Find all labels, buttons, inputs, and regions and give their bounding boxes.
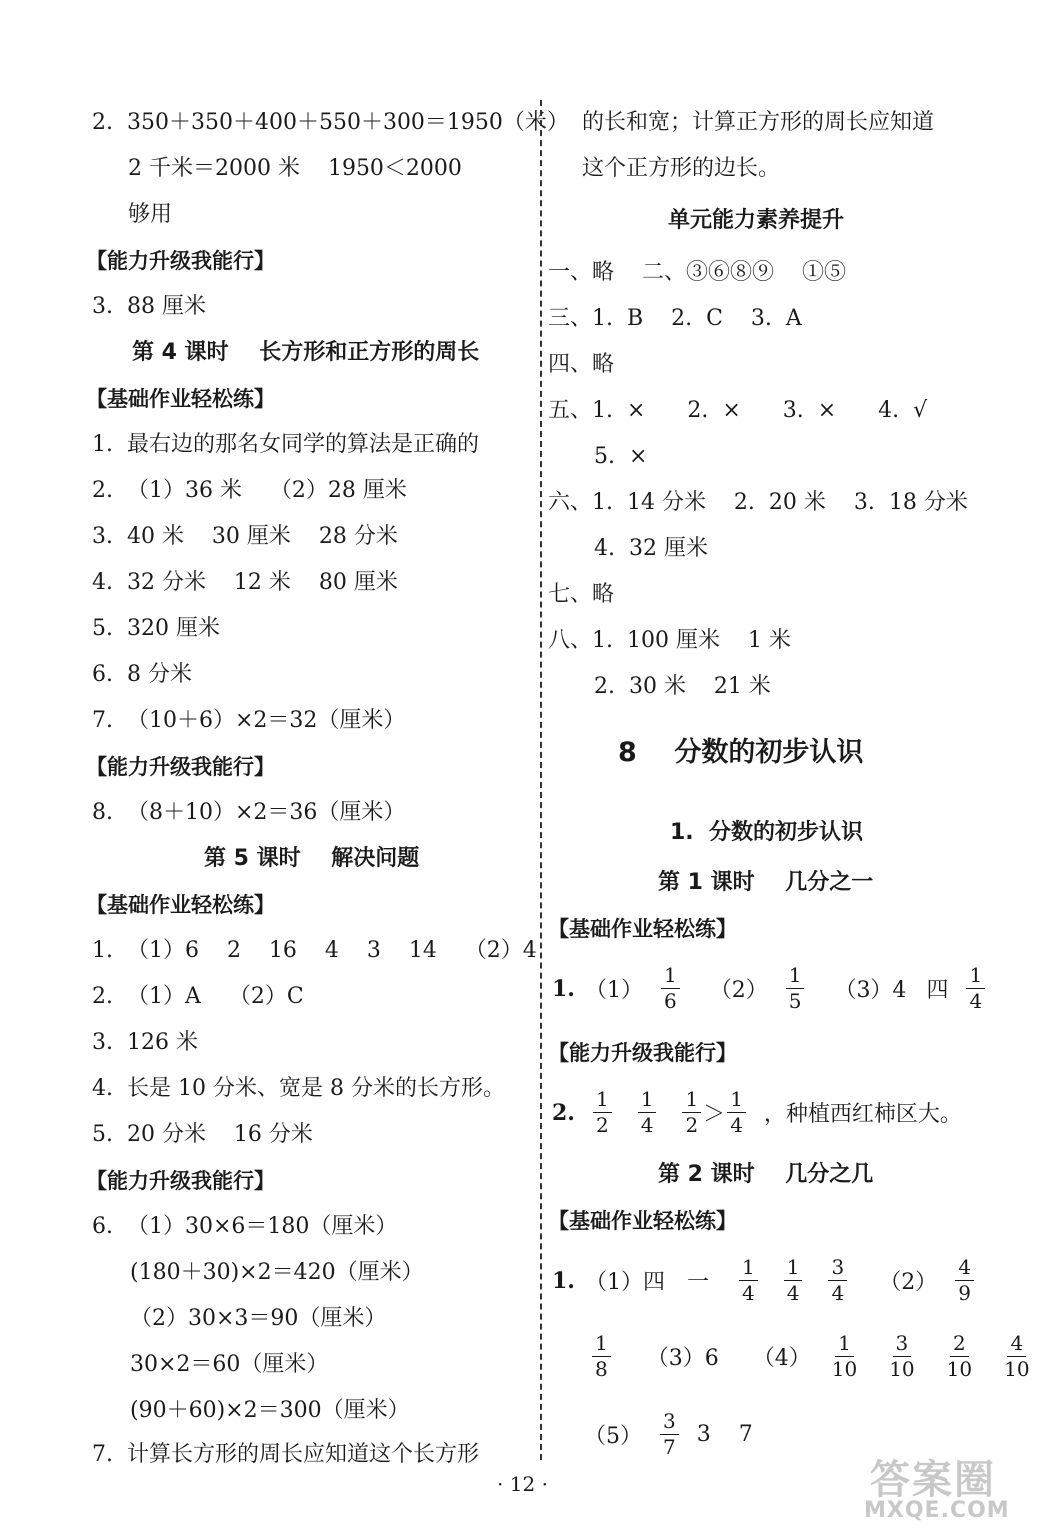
answer-line: 七、略 [548, 582, 615, 607]
answer-line: 5. 20 分米 16 分米 [92, 1122, 313, 1147]
fraction-answer-line: 2. $\frac{1}{2}$ $\frac{1}{4}$ $\frac{1}{2}$ ＞ $\frac{1}{4}$ ，种植西红柿区大。 [552, 1087, 962, 1137]
answer-line: 5. 320 厘米 [92, 616, 220, 641]
fraction: $\frac{3}{10}$ [889, 1331, 915, 1381]
fraction-answer-line: 1. （1）四 一 $\frac{1}{4}$ $\frac{1}{4}$ $\frac{3}{4}$ （2） $\frac{4}{9}$ [552, 1256, 982, 1305]
section-heading: 【基础作业轻松练】 [86, 387, 275, 411]
answer-line: 3. 88 厘米 [92, 294, 206, 319]
lesson-title: 第 1 课时 几分之一 [658, 870, 874, 895]
fraction: $\frac{1}{8}$ [592, 1332, 611, 1381]
answer-line: 1. （1）6 2 16 4 3 14 （2）4 [92, 938, 537, 963]
answer-line: 7. 计算长方形的周长应知道这个长方形 [92, 1442, 479, 1467]
lesson-title: 第 5 课时 解决问题 [204, 846, 420, 871]
fraction: $\frac{1}{6}$ [661, 964, 680, 1013]
answer-line: 8. （8＋10）×2＝36（厘米） [92, 800, 406, 825]
fraction: $\frac{1}{10}$ [831, 1331, 858, 1381]
answer-line: 1. 最右边的那名女同学的算法是正确的 [92, 432, 479, 457]
column-divider [540, 100, 542, 1460]
unit-title: 单元能力素养提升 [668, 208, 845, 233]
answer-line: 三、1. B 2. C 3. A [548, 306, 802, 331]
answer-line: 7. （10＋6）×2＝32（厘米） [92, 708, 406, 733]
fraction: $\frac{4}{10}$ [1004, 1331, 1030, 1381]
fraction: $\frac{1}{4}$ [638, 1088, 657, 1137]
section-heading: 【基础作业轻松练】 [548, 1209, 737, 1233]
answer-line: 4. 32 分米 12 米 80 厘米 [92, 570, 398, 595]
chapter-title: 8 分数的初步认识 [618, 737, 864, 768]
fraction: $\frac{3}{4}$ [828, 1256, 847, 1305]
answer-line: 5. × [594, 444, 648, 469]
answer-line: （2）30×3＝90（厘米） [130, 1306, 387, 1331]
subchapter-title: 1. 分数的初步认识 [670, 820, 863, 845]
fraction-answer-line: （5） $\frac{3}{7}$ 3 7 [584, 1409, 753, 1459]
answer-line: 4. 32 厘米 [594, 536, 708, 561]
section-heading: 【能力升级我能行】 [548, 1041, 737, 1065]
answer-line: 六、1. 14 分米 2. 20 米 3. 18 分米 [548, 490, 968, 515]
answer-line: 3. 126 米 [92, 1030, 198, 1055]
answer-line: (180＋30)×2＝420（厘米） [130, 1260, 424, 1285]
answer-line: 2. （1）A （2）C [92, 984, 304, 1009]
answer-line: 的长和宽；计算正方形的周长应知道 [582, 110, 935, 135]
fraction: $\frac{1}{4}$ [727, 1088, 746, 1137]
section-heading: 【能力升级我能行】 [86, 755, 275, 779]
fraction: $\frac{2}{10}$ [946, 1331, 973, 1381]
fraction-answer-line: $\frac{1}{8}$ （3）6 （4） $\frac{1}{10}$ $\frac{3}{10}$ $\frac{2}{10}$ $\frac{4}{10}$ [584, 1332, 1041, 1381]
answer-line: 6. （1）30×6＝180（厘米） [92, 1214, 398, 1239]
fraction: $\frac{1}{4}$ [966, 964, 985, 1013]
fraction: $\frac{1}{5}$ [786, 964, 805, 1013]
answer-line: 五、1. × 2. × 3. × 4. √ [548, 398, 928, 423]
answer-line: 四、略 [548, 352, 615, 377]
answer-line: 2. 350＋350＋400＋550＋300＝1950（米） [92, 110, 569, 135]
fraction: $\frac{1}{2}$ [682, 1088, 701, 1137]
answer-line: 3. 40 米 30 厘米 28 分米 [92, 524, 398, 549]
answer-line: 6. 8 分米 [92, 662, 192, 687]
answer-line: 4. 长是 10 分米、宽是 8 分米的长方形。 [92, 1076, 505, 1101]
answer-line: (90＋60)×2＝300（厘米） [130, 1398, 410, 1423]
answer-line: 2. （1）36 米 （2）28 厘米 [92, 478, 407, 503]
section-heading: 【基础作业轻松练】 [86, 893, 275, 917]
fraction: $\frac{4}{9}$ [955, 1256, 974, 1305]
answer-line: 这个正方形的边长。 [582, 156, 781, 181]
lesson-title: 第 4 课时 长方形和正方形的周长 [132, 340, 480, 365]
answer-line: 2 千米＝2000 米 1950＜2000 [128, 156, 462, 181]
fraction: $\frac{1}{4}$ [739, 1256, 758, 1305]
fraction-answer-line: 1. （1） $\frac{1}{6}$ （2） $\frac{1}{5}$ （3）4 四 $\frac{1}{4}$ [552, 964, 993, 1013]
answer-line: 30×2＝60（厘米） [130, 1352, 329, 1377]
watermark-url: MXQE.COM [864, 1498, 1010, 1523]
watermark-text: 答案圈 [870, 1457, 996, 1503]
answer-line: 够用 [128, 202, 173, 227]
fraction: $\frac{1}{4}$ [784, 1256, 803, 1305]
page-number: · 12 · [497, 1472, 548, 1496]
lesson-title: 第 2 课时 几分之几 [658, 1162, 874, 1187]
fraction: $\frac{3}{7}$ [660, 1410, 679, 1459]
answer-line: 2. 30 米 21 米 [594, 674, 771, 699]
answer-line: 一、略 二、③⑥⑧⑨ ①⑤ [548, 260, 846, 285]
watermark-logo [860, 1448, 1030, 1528]
section-heading: 【基础作业轻松练】 [548, 917, 737, 941]
section-heading: 【能力升级我能行】 [86, 1169, 275, 1193]
fraction: $\frac{1}{2}$ [593, 1088, 612, 1137]
section-heading: 【能力升级我能行】 [86, 249, 275, 273]
answer-line: 八、1. 100 厘米 1 米 [548, 628, 791, 653]
